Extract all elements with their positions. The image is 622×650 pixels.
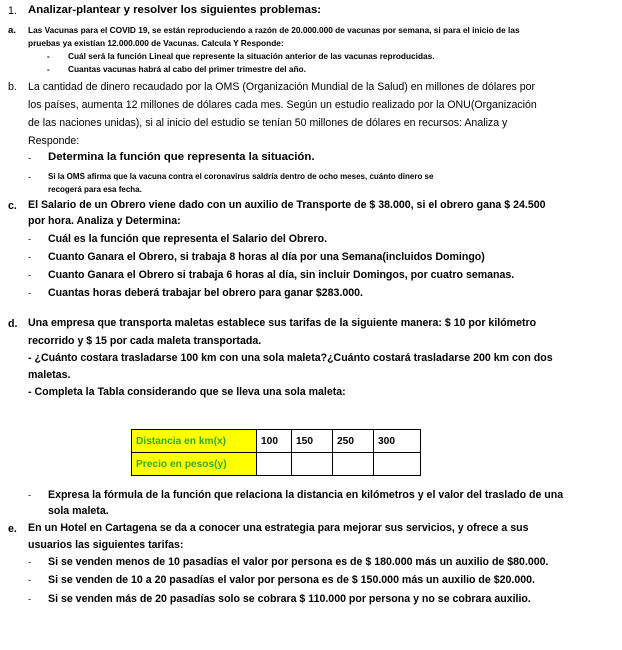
table-row-price [132, 453, 421, 476]
dash: - [28, 557, 32, 568]
problem-d-letter: d. [8, 318, 18, 330]
problem-e-bullet: Si se venden más de 20 pasadías solo se cobrara $ 110.000 por persona y no se cobrara auxilio. [48, 593, 531, 605]
problem-b-bullet: Determina la función que representa la situación. [48, 151, 315, 163]
table-row-distance [132, 430, 421, 453]
dash: - [28, 594, 32, 605]
problem-b-line: La cantidad de dinero recaudado por la OMS (Organización Mundial de la Salud) en millones de dólares por [28, 81, 536, 93]
problem-a-bullet: Cuantas vacunas habrá al cabo del primer trimestre del año. [68, 64, 306, 74]
problem-e-line: usuarios las siguientes tarifas: [28, 539, 184, 551]
problem-c-line: por hora. Analiza y Determina: [28, 215, 181, 227]
dash: - [28, 172, 32, 183]
table-header-price: Precio en pesos(y) [132, 453, 257, 476]
table-cell-empty[interactable] [374, 453, 421, 476]
problem-d-line: recorrido y $ 15 por cada maleta transportada. [28, 335, 262, 347]
table-cell-empty[interactable] [292, 453, 333, 476]
dash: - [28, 252, 32, 263]
problem-d-bullet: Expresa la fórmula de la función que relaciona la distancia en kilómetros y el valor del traslado de una [48, 489, 564, 501]
problem-b-bullet-cont: recogerá para esa fecha. [48, 185, 142, 194]
problem-c-letter: c. [8, 200, 17, 212]
problem-c-bullet: Cuál es la función que representa el Salario del Obrero. [48, 233, 328, 245]
problem-b-line: Responde: [28, 135, 80, 147]
problem-e-letter: e. [8, 523, 17, 535]
table-cell-empty[interactable] [333, 453, 374, 476]
problem-a-line: Las Vacunas para el COVID 19, se están reproduciendo a razón de 20.000.000 de vacunas por semana, si para el inicio de las [28, 25, 520, 35]
dash: - [28, 270, 32, 281]
problem-c-bullet: Cuantas horas deberá trabajar bel obrero para ganar $283.000. [48, 287, 364, 299]
table-cell: 150 [292, 430, 333, 453]
dash: - [28, 490, 32, 501]
problem-a-bullet: Cuál será la función Lineal que represente la situación anterior de las vacunas reproducidas. [68, 51, 435, 61]
problem-d-bullet-cont: sola maleta. [48, 505, 109, 517]
problem-e-bullet: Si se venden menos de 10 pasadías el valor por persona es de $ 180.000 más un auxilio de $80.000. [48, 556, 549, 568]
problem-d-line: maletas. [28, 369, 71, 381]
problem-b-letter: b. [8, 81, 17, 93]
page-title: Analizar-plantear y resolver los siguientes problemas: [28, 4, 322, 16]
dash: - [28, 234, 32, 245]
problem-d-line: - ¿Cuánto costara trasladarse 100 km con una sola maleta?¿Cuánto costará trasladarse 200 km con dos [28, 352, 553, 364]
table-cell: 250 [333, 430, 374, 453]
problem-c-bullet: Cuanto Ganara el Obrero, si trabaja 8 horas al día por una Semana(incluidos Domingo) [48, 251, 485, 263]
title-number: 1. [8, 5, 17, 17]
problem-b-bullet: Si la OMS afirma que la vacuna contra el coronavirus saldría dentro de ocho meses, cuánto dinero se [48, 172, 434, 181]
dash: - [28, 288, 32, 299]
problem-e-bullet: Si se venden de 10 a 20 pasadías el valor por persona es de $ 150.000 más un auxilio de $20.000. [48, 574, 535, 586]
problem-a-line: pruebas ya existían 12.000.000 de Vacunas. Calcula Y Responde: [28, 38, 284, 48]
problem-d-line: - Completa la Tabla considerando que se lleva una sola maleta: [28, 386, 346, 398]
dash: - [47, 51, 50, 61]
problem-d-line: Una empresa que transporta maletas establece sus tarifas de la siguiente manera: $ 10 por kilómetro [28, 317, 537, 329]
problem-c-bullet: Cuanto Ganara el Obrero si trabaja 6 horas al día, sin incluir Domingos, por cuatro semanas. [48, 269, 515, 281]
dash: - [47, 64, 50, 74]
problem-b-line: de las naciones unidas), si al inicio del estudio se tenían 50 millones de dólares en recursos: Analiza y [28, 117, 508, 129]
problem-a-letter: a. [8, 25, 17, 36]
dash: - [28, 575, 32, 586]
problem-e-line: En un Hotel en Cartagena se da a conocer una estrategia para mejorar sus servicios, y ofrece a sus [28, 522, 529, 534]
table-header-distance: Distancia en km(x) [132, 430, 257, 453]
problem-c-line: El Salario de un Obrero viene dado con un auxilio de Transporte de $ 38.000, si el obrero gana $ 24.500 [28, 199, 546, 211]
table-cell: 100 [257, 430, 292, 453]
problem-b-line: los países, aumenta 12 millones de dólares cada mes. Según un estudio realizado por la ONU(Organización [28, 99, 537, 111]
distance-price-table [131, 429, 421, 476]
table-cell-empty[interactable] [257, 453, 292, 476]
dash: - [28, 153, 32, 164]
table-cell: 300 [374, 430, 421, 453]
